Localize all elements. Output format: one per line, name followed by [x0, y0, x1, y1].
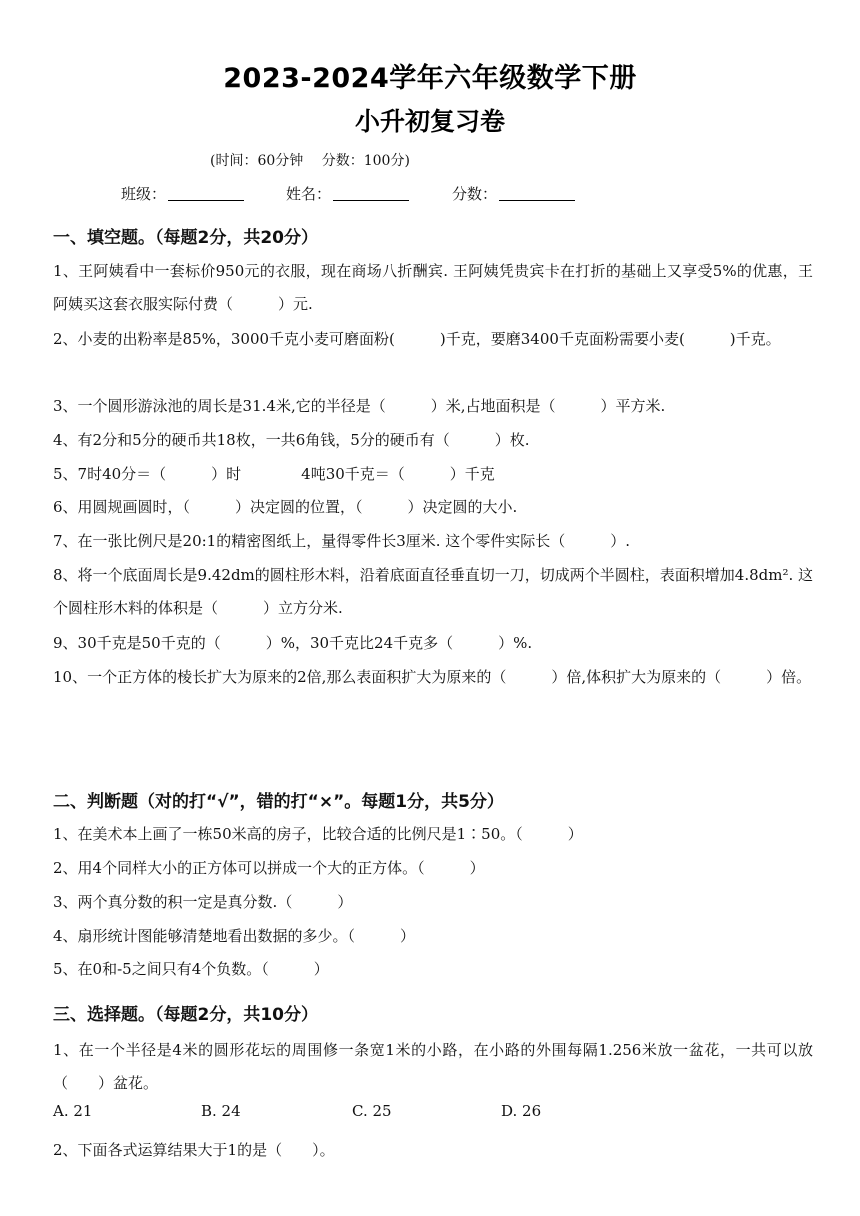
- class-blank: [168, 186, 244, 201]
- question-item: 4、有2分和5分的硬币共18枚，一共6角钱，5分的硬币有（ ）枚.: [53, 431, 530, 449]
- score-label: 分数：: [452, 185, 498, 203]
- question-item: 2、用4个同样大小的正方体可以拼成一个大的正方体。（ ）: [53, 859, 485, 877]
- question-item: 1、在美术本上画了一栋50米高的房子，比较合适的比例尺是1∶50。（ ）: [53, 825, 583, 843]
- class-field: [121, 183, 244, 204]
- score-field: [452, 183, 575, 204]
- section-heading-multiple-choice: 三、选择题。（每题2分，共10分）: [53, 1005, 318, 1025]
- name-field: [286, 183, 409, 204]
- question-item: 1、在一个半径是4米的圆形花坛的周围修一条宽1米的小路，在小路的外围每隔1.256米放一盆花，一共可以放（ ）盆花。: [53, 1041, 813, 1092]
- question-item: 8、将一个底面周长是9.42dm的圆柱形木料，沿着底面直径垂直切一刀，切成两个半圆柱，表面积增加4.8dm². 这个圆柱形木料的体积是（ ）立方分米.: [53, 566, 814, 617]
- question-item: 5、在0和-5之间只有4个负数。（ ）: [53, 960, 329, 978]
- option-b: B. 24: [201, 1102, 241, 1120]
- question-item: 5、7时40分＝（ ）时 4吨30千克＝（ ）千克: [53, 465, 495, 483]
- time-score-info: (时间：60分钟 分数：100分): [210, 153, 410, 169]
- class-label: 班级：: [121, 185, 167, 203]
- section-heading-true-false: 二、判断题（对的打“√”，错的打“×”。每题1分，共5分）: [53, 792, 504, 812]
- question-item: 2、下面各式运算结果大于1的是（ ）。: [53, 1141, 335, 1159]
- question-item: 1、王阿姨看中一套标价950元的衣服，现在商场八折酬宾. 王阿姨凭贵宾卡在打折的基础上又享受5%的优惠，王阿姨买这套衣服实际付费（ ）元.: [53, 262, 813, 313]
- question-item: 6、用圆规画圆时，（ ）决定圆的位置，（ ）决定圆的大小.: [53, 498, 518, 516]
- option-c: C. 25: [352, 1102, 392, 1120]
- score-blank: [499, 186, 575, 201]
- section-heading-fill-in: 一、填空题。（每题2分，共20分）: [53, 228, 318, 248]
- option-d: D. 26: [501, 1102, 542, 1120]
- question-item: 2、小麦的出粉率是85%，3000千克小麦可磨面粉( )千克，要磨3400千克面粉需要小麦( )千克。: [53, 330, 781, 348]
- option-a: A. 21: [53, 1102, 93, 1120]
- question-item: 4、扇形统计图能够清楚地看出数据的多少。（ ）: [53, 927, 416, 945]
- question-item: 3、两个真分数的积一定是真分数.（ ）: [53, 893, 353, 911]
- question-item: 9、30千克是50千克的（ ）%，30千克比24千克多（ ）%.: [53, 634, 533, 652]
- exam-subtitle: 小升初复习卷: [354, 107, 505, 136]
- name-blank: [333, 186, 409, 201]
- question-item: 10、一个正方体的棱长扩大为原来的2倍,那么表面积扩大为原来的（ ）倍,体积扩大为原来的（ ）倍。: [53, 668, 812, 686]
- name-label: 姓名：: [286, 185, 332, 203]
- question-item: 7、在一张比例尺是20:1的精密图纸上，量得零件长3厘米. 这个零件实际长（ ）.: [53, 532, 631, 550]
- exam-title: 2023-2024学年六年级数学下册: [223, 63, 637, 94]
- question-item: 3、一个圆形游泳池的周长是31.4米,它的半径是（ ）米,占地面积是（ ）平方米.: [53, 397, 666, 415]
